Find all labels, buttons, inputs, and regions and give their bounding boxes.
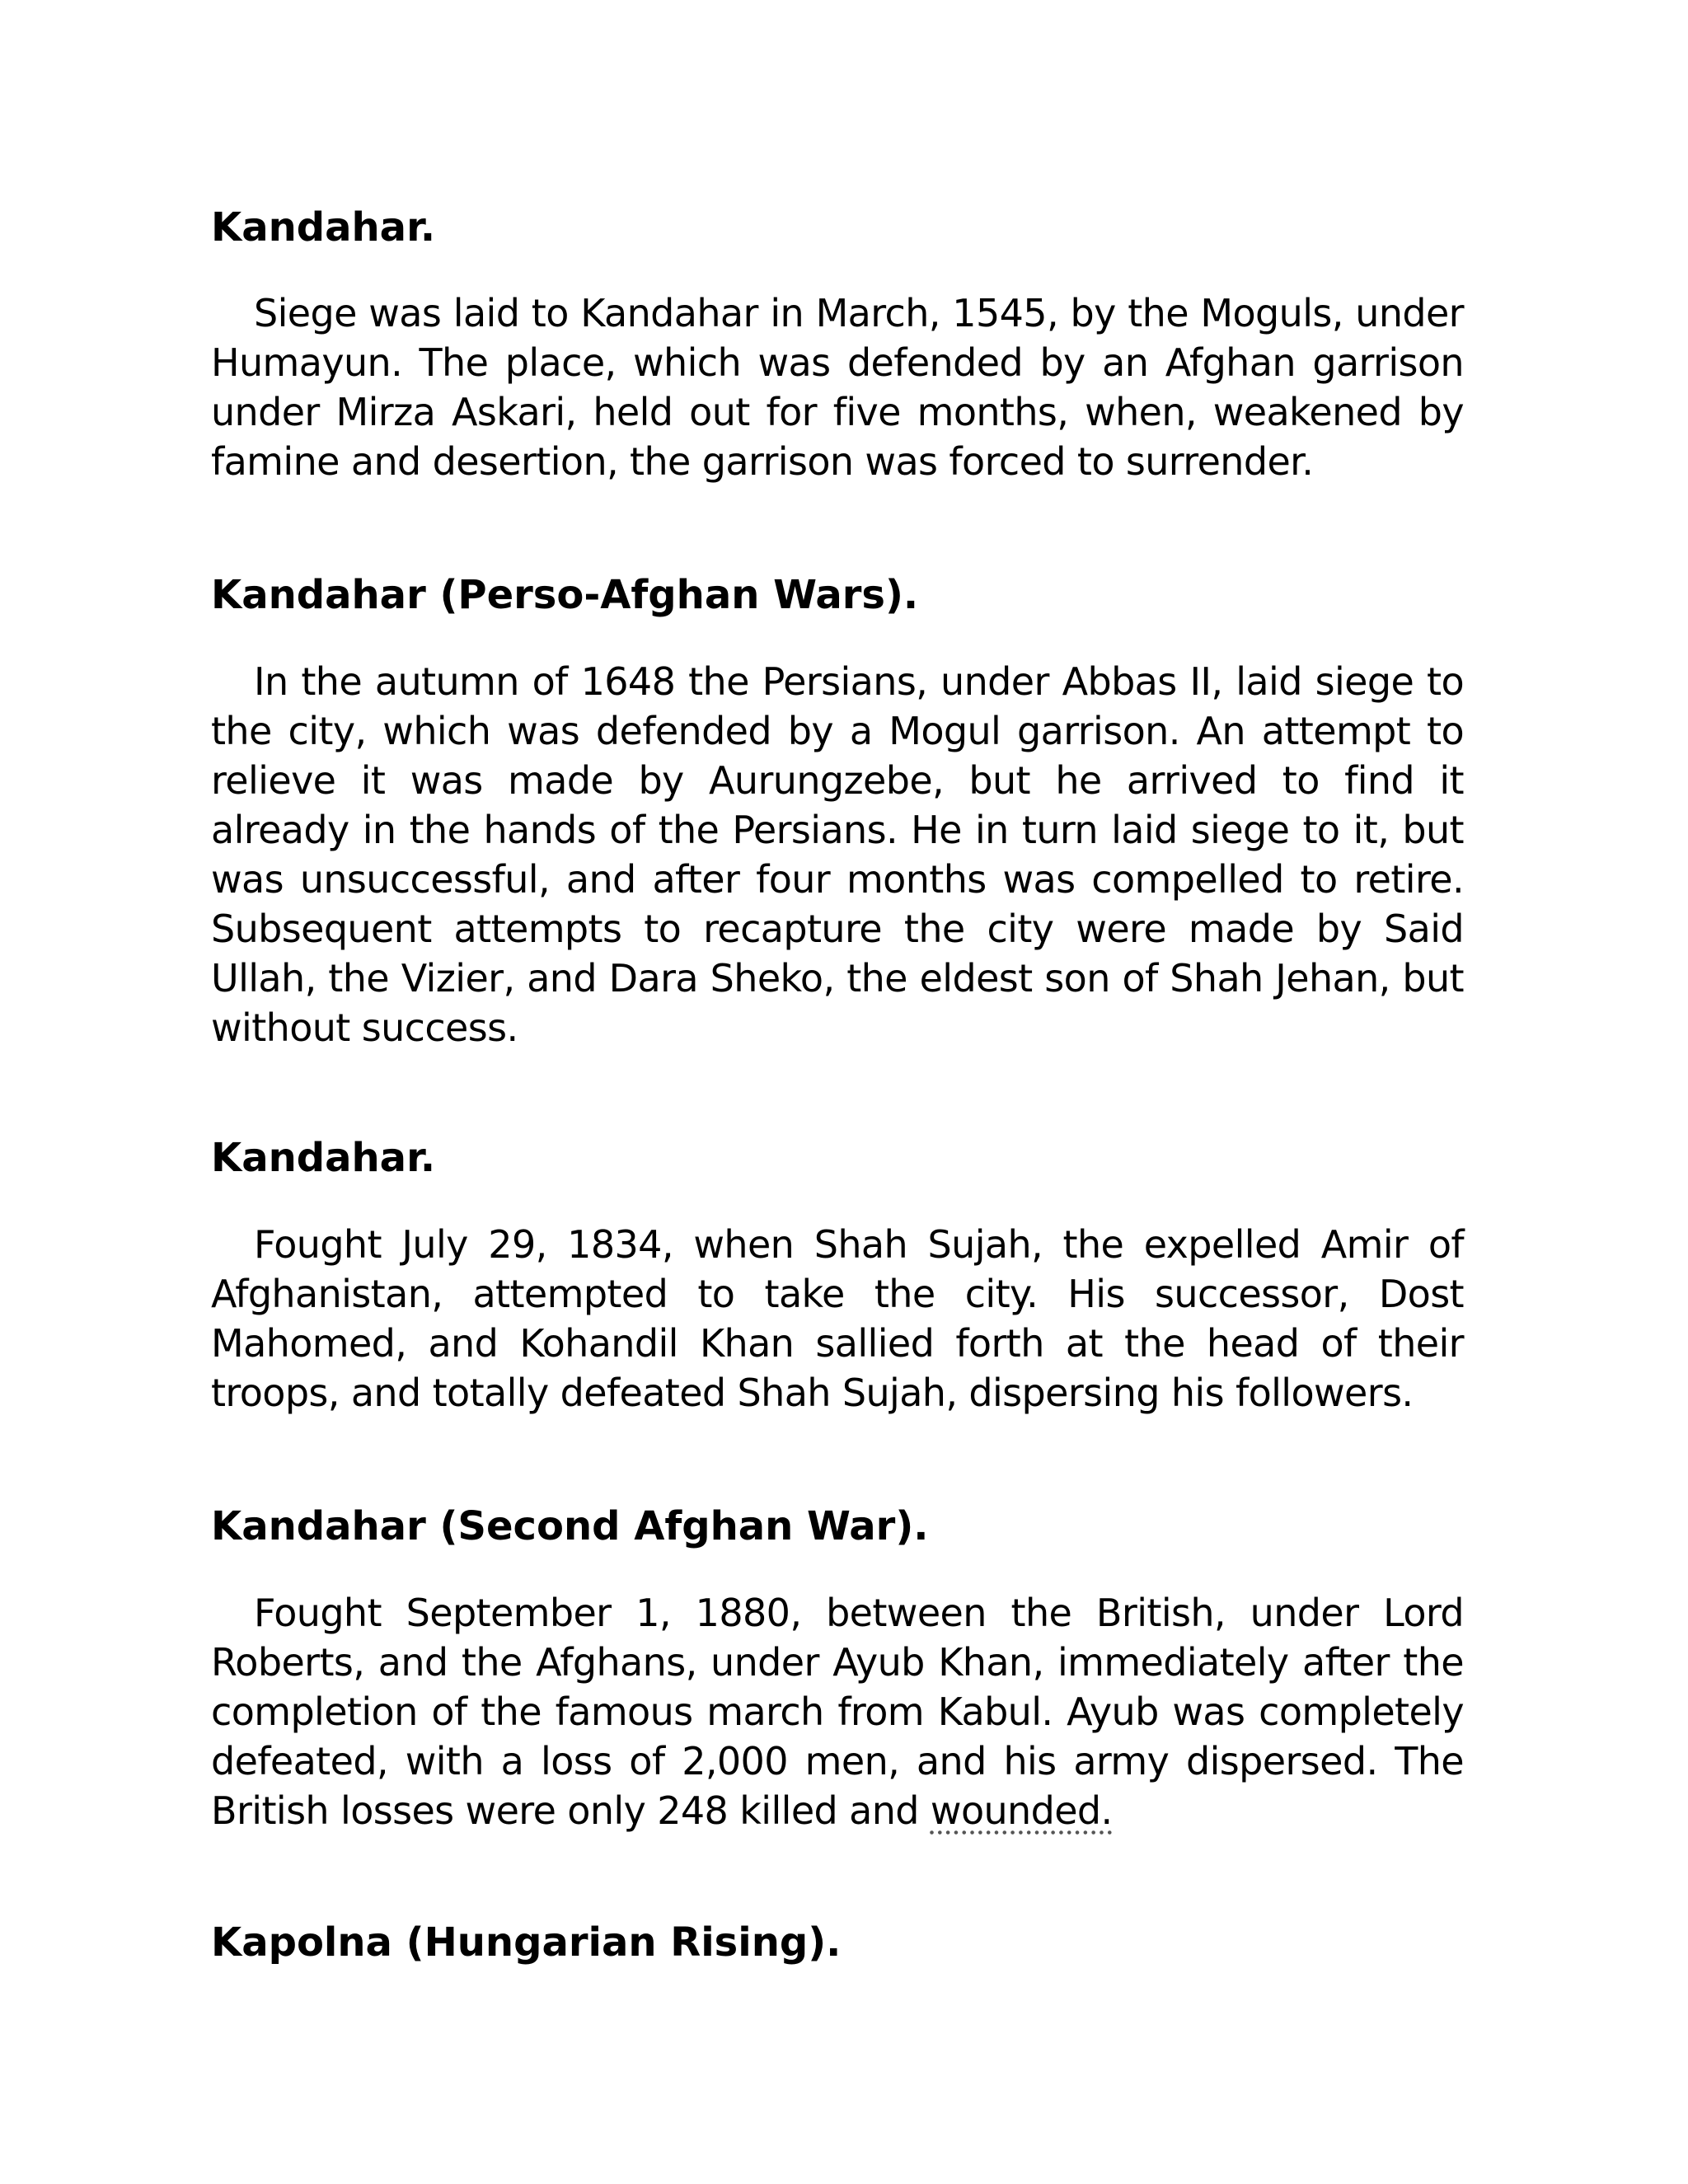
entry-heading: Kandahar. xyxy=(211,1135,436,1181)
entry-text: Fought July 29, 1834, when Shah Sujah, the expelled Amir of Afghanistan, attempted to take the city. His successor, Dost Mahomed, and Kohandil Khan sallied forth at the head of their troops, and totally defeated Shah Sujah, dispersing his followers. xyxy=(211,1222,1464,1415)
entry-text xyxy=(211,1588,1464,1835)
entry xyxy=(211,203,1464,252)
wounded-link[interactable]: wounded. xyxy=(930,1788,1113,1833)
entry xyxy=(211,1918,1464,1967)
entry-text: Siege was laid to Kandahar in March, 1545, by the Moguls, under Humayun. The place, which was defended by an Afghan garrison under Mirza Askari, held out for five months, when, weakened by famine and desertion, the garrison was forced to surrender. xyxy=(211,291,1464,484)
entry-heading: Kandahar (Perso-Afghan Wars). xyxy=(211,572,919,618)
entry-heading: Kapolna (Hungarian Rising). xyxy=(211,1919,842,1966)
entry xyxy=(211,570,1464,620)
entry-text-main: Fought September 1, 1880, between the British, under Lord Roberts, and the Afghans, under Ayub Khan, immediately after the completion of the famous march from Kabul. Ayub was completely defeated, with a loss of 2,000 men, and his army dispersed. The British losses were only 248 killed and xyxy=(211,1591,1464,1833)
entry-text: In the autumn of 1648 the Persians, under Abbas II, laid siege to the city, which was defended by a Mogul garrison. An attempt to relieve it was made by Aurungzebe, but he arrived to find it already in the hands of the Persians. He in turn laid siege to it, but was unsuccessful, and after four months was compelled to retire. Subsequent attempts to recapture the city were made by Said Ullah, the Vizier, and Dara Sheko, the eldest son of Shah Jehan, but without success. xyxy=(211,659,1464,1050)
entry-body xyxy=(211,1588,1464,1835)
entry-heading: Kandahar. xyxy=(211,204,436,251)
entry-body xyxy=(211,1220,1464,1418)
entry xyxy=(211,1502,1464,1551)
entry xyxy=(211,1133,1464,1183)
entry-heading: Kandahar (Second Afghan War). xyxy=(211,1503,929,1549)
entry-body xyxy=(211,288,1464,486)
entry-body xyxy=(211,657,1464,1052)
